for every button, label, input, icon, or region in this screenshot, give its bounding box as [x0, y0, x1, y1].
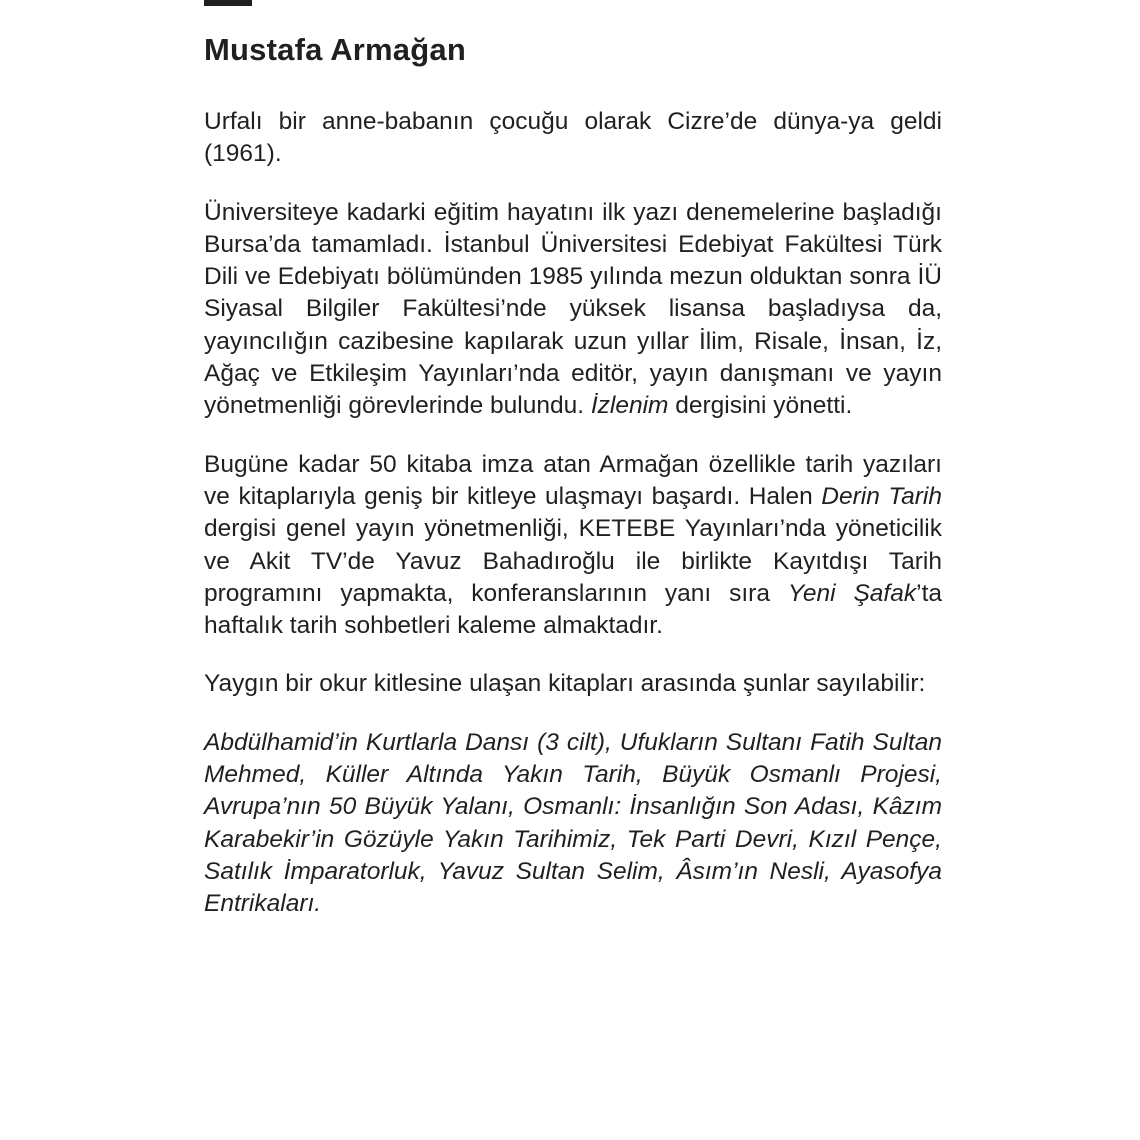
biography-page: [204, 30, 942, 921]
decorative-top-bar: [204, 0, 252, 6]
books-intro-paragraph: Yaygın bir okur kitlesine ulaşan kitapları arasında şunlar sayılabilir:: [204, 670, 926, 698]
education-text-end: dergisini yönetti.: [668, 392, 853, 420]
career-text-end: ’ta haftalık tarih sohbetleri kaleme almaktadır.: [204, 579, 943, 640]
books-list: Abdülhamid’in Kurtlarla Dansı (3 cilt), Ufukların Sultanı Fatih Sultan Mehmed, Küller Altında Yakın Tarih, Büyük Osmanlı Projesi, Avrupa’nın 50 Büyük Yalanı, Osmanlı: İnsanlığın Son Adası, Kâzım Karabekir’in Gözüyle Yakın Tarihimiz, Tek Parti Devri, Kızıl Pençe, Satılık İmparatorluk, Yavuz Sultan Selim, Âsım’ın Nesli, Ayasofya Entrikaları.: [204, 728, 942, 918]
books-list-paragraph: [204, 727, 942, 921]
author-name: Mustafa Armağan: [204, 32, 466, 67]
derin-tarih-magazine-title: Derin Tarih: [821, 482, 942, 510]
career-paragraph: [204, 449, 942, 643]
birth-paragraph: Urfalı bir anne-babanın çocuğu olarak Cizre’de dünya-ya geldi (1961).: [204, 108, 942, 168]
career-text: Bugüne kadar 50 kitaba imza atan Armağan özellikle tarih yazıları ve kitaplarıyla geniş bir kitleye ulaşmayı başardı. Halen: [204, 450, 942, 510]
education-text: Üniversiteye kadarki eğitim hayatını ilk yazı denemelerine başladığı Bursa’da tamamladı. İstanbul Üniversitesi Edebiyat Fakültesi Türk Dili ve Edebiyatı bölümünden 1985 yılında mezun olduktan sonra İÜ Siyasal Bilgiler Fakültesi’nde yüksek lisansa başladıysa da, yayıncılığın cazibesine kapılarak uzun yıllar İlim, Risale, İnsan, İz, Ağaç ve Etkileşim Yayınları’nda editör, yayın danışmanı ve yayın yönetmenliği görevlerinde bulundu.: [204, 198, 942, 420]
yeni-safak-newspaper-title: Yeni Şafak: [787, 579, 917, 607]
career-text-middle: dergisi genel yayın yönetmenliği, KETEBE Yayınları’nda yöneticilik ve Akit TV’de Yavuz Bahadıroğlu ile birlikte Kayıtdışı Tarih programını yapmakta, konferanslarının yanı sıra: [204, 515, 942, 607]
izlenim-magazine-title: İzlenim: [590, 392, 669, 420]
education-paragraph: [204, 197, 942, 423]
